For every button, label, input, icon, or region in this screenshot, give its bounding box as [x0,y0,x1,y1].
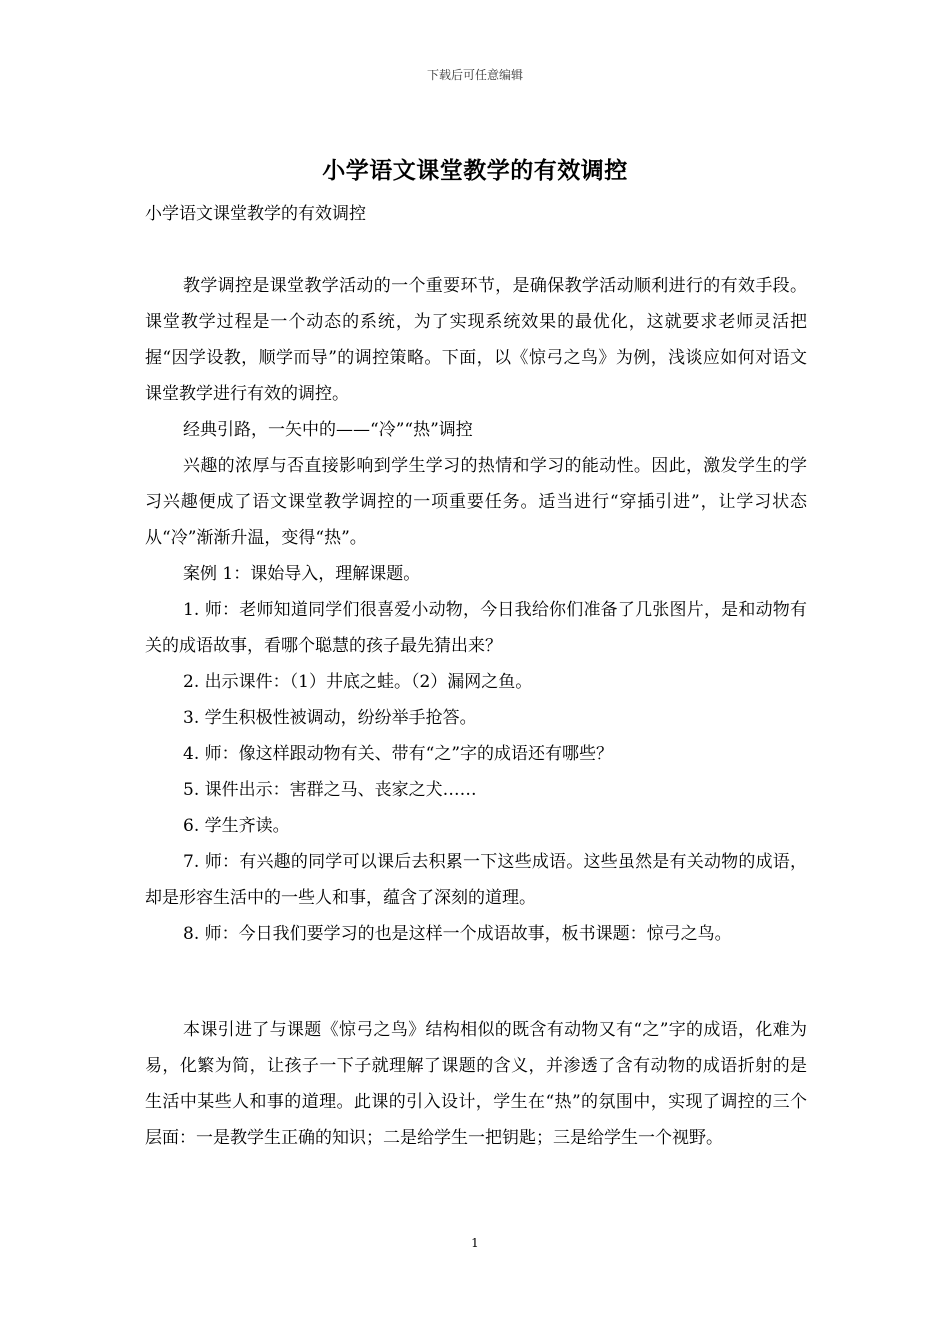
main-body [145,268,807,952]
list-item: 8. 师：今日我们要学习的也是这样一个成语故事，板书课题：惊弓之鸟。 [183,924,732,944]
commentary-paragraph: 本课引进了与课题《惊弓之鸟》结构相似的既含有动物又有“之”字的成语，化难为易，化繁为简，让孩子一下子就理解了课题的含义，并渗透了含有动物的成语折射的是生活中某些人和事的道理。此课的引入设计，学生在“热”的氛围中，实现了调控的三个层面：一是教学生正确的知识；二是给学生一把钥匙；三是给学生一个视野。 [145,1020,807,1148]
commentary-block [145,1012,807,1156]
intro-paragraph: 教学调控是课堂教学活动的一个重要环节，是确保教学活动顺利进行的有效手段。课堂教学过程是一个动态的系统，为了实现系统效果的最优化，这就要求老师灵活把握“因学设教，顺学而导”的调控策略。下面，以《惊弓之鸟》为例，浅谈应如何对语文课堂教学进行有效的调控。 [145,276,807,404]
list-item: 4. 师：像这样跟动物有关、带有“之”字的成语还有哪些？ [183,744,614,764]
document-title: 小学语文课堂教学的有效调控 [322,157,628,184]
section-heading: 经典引路，一矢中的——“冷”“热”调控 [183,420,473,440]
body-paragraph: 兴趣的浓厚与否直接影响到学生学习的热情和学习的能动性。因此，激发学生的学习兴趣便成了语文课堂教学调控的一项重要任务。适当进行“穿插引进”，让学习状态从“冷”渐渐升温，变得“热”。 [145,456,807,548]
page-number: 1 [471,1236,479,1250]
list-item: 1. 师：老师知道同学们很喜爱小动物，今日我给你们准备了几张图片，是和动物有关的成语故事，看哪个聪慧的孩子最先猜出来？ [145,600,807,656]
case-heading: 案例 1：课始导入，理解课题。 [183,564,421,584]
list-item: 7. 师：有兴趣的同学可以课后去积累一下这些成语。这些虽然是有关动物的成语，却是形容生活中的一些人和事，蕴含了深刻的道理。 [145,852,807,908]
header-note: 下载后可任意编辑 [426,68,523,82]
document-subtitle [145,196,807,232]
list-item: 3. 学生积极性被调动，纷纷举手抢答。 [183,708,477,728]
subtitle-text: 小学语文课堂教学的有效调控 [145,204,366,224]
list-item: 5. 课件出示：害群之马、丧家之犬…… [183,780,477,800]
list-item: 6. 学生齐读。 [183,816,290,836]
list-item: 2. 出示课件：（1）井底之蛙。（2）漏网之鱼。 [183,672,533,692]
